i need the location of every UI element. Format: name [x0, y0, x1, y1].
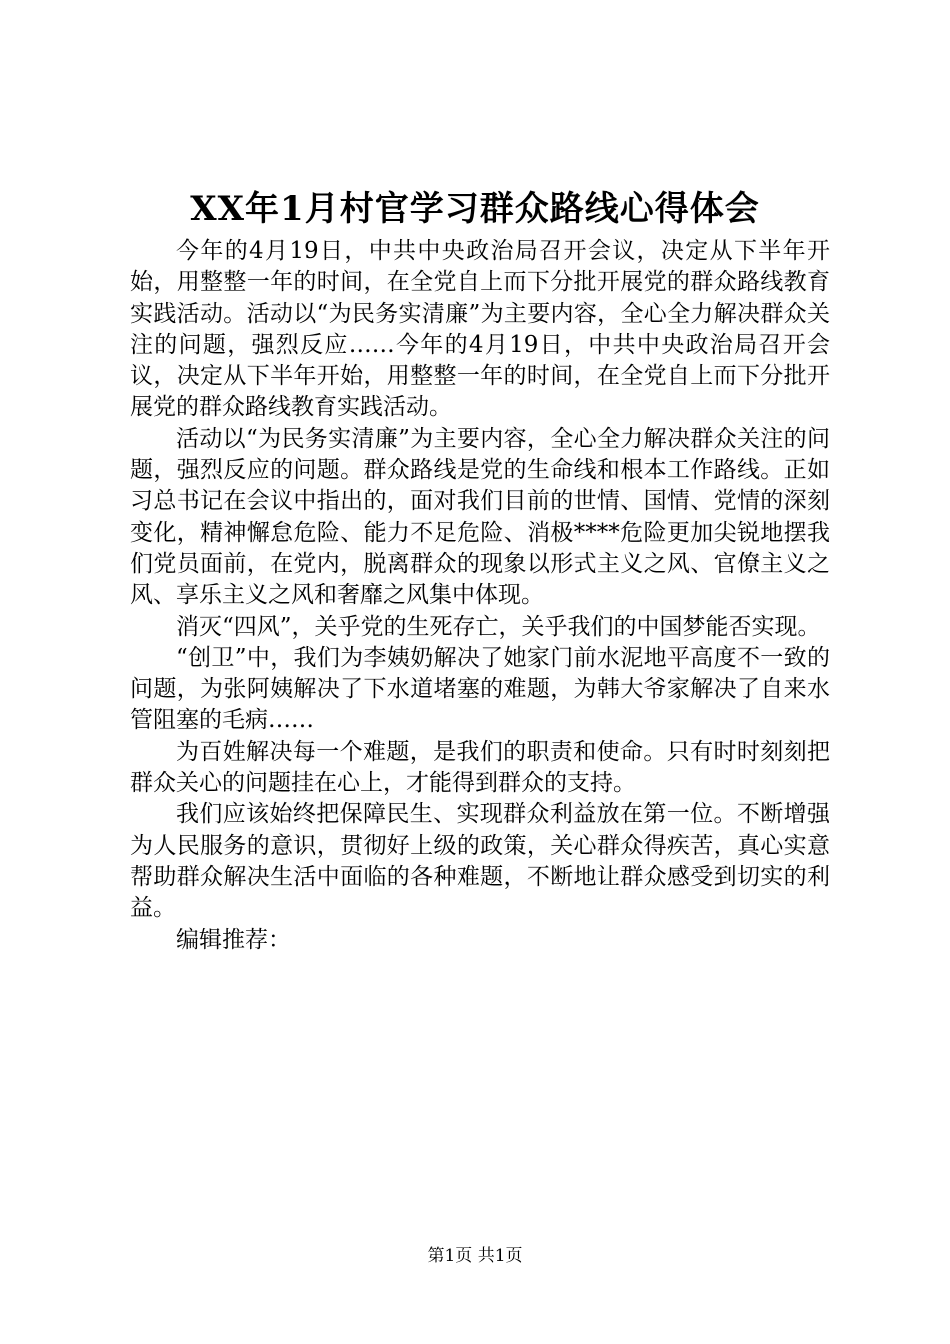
- page-footer: 第1页 共1页: [427, 1246, 523, 1266]
- document-body: [130, 236, 830, 956]
- paragraph-6: 我们应该始终把保障民生、实现群众利益放在第一位。不断增强为人民服务的意识，贯彻好上级的政策，关心群众得疾苦，真心实意帮助群众解决生活中面临的各种难题，不断地让群众感受到切实的利益。: [130, 801, 830, 922]
- paragraph-1: 今年的4月19日，中共中央政治局召开会议，决定从下半年开始，用整整一年的时间，在全党自上而下分批开展党的群众路线教育实践活动。活动以“为民务实清廉”为主要内容，全心全力解决群众关注的问题，强烈反应……今年的4月19日，中共中央政治局召开会议，决定从下半年开始，用整整一年的时间，在全党自上而下分批开展党的群众路线教育实践活动。: [130, 238, 830, 421]
- paragraph-editor-recommendation: 编辑推荐：: [176, 926, 291, 953]
- paragraph-2: 活动以“为民务实清廉”为主要内容，全心全力解决群众关注的问题，强烈反应的问题。群众路线是党的生命线和根本工作路线。正如习总书记在会议中指出的，面对我们目前的世情、国情、党情的深刻变化，精神懈怠危险、能力不足危险、消极****危险更加尖锐地摆我们党员面前，在党内，脱离群众的现象以形式主义之风、官僚主义之风、享乐主义之风和奢靡之风集中体现。: [130, 425, 830, 609]
- paragraph-5: 为百姓解决每一个难题，是我们的职责和使命。只有时时刻刻把群众关心的问题挂在心上，才能得到群众的支持。: [130, 738, 830, 797]
- paragraph-4: “创卫”中，我们为李姨奶解决了她家门前水泥地平高度不一致的问题，为张阿姨解决了下水道堵塞的难题，为韩大爷家解决了自来水管阻塞的毛病……: [130, 644, 830, 734]
- document-title: XX年1月村官学习群众路线心得体会: [190, 189, 760, 229]
- paragraph-3: 消灭“四风”，关乎党的生死存亡，关乎我们的中国梦能否实现。: [176, 613, 821, 640]
